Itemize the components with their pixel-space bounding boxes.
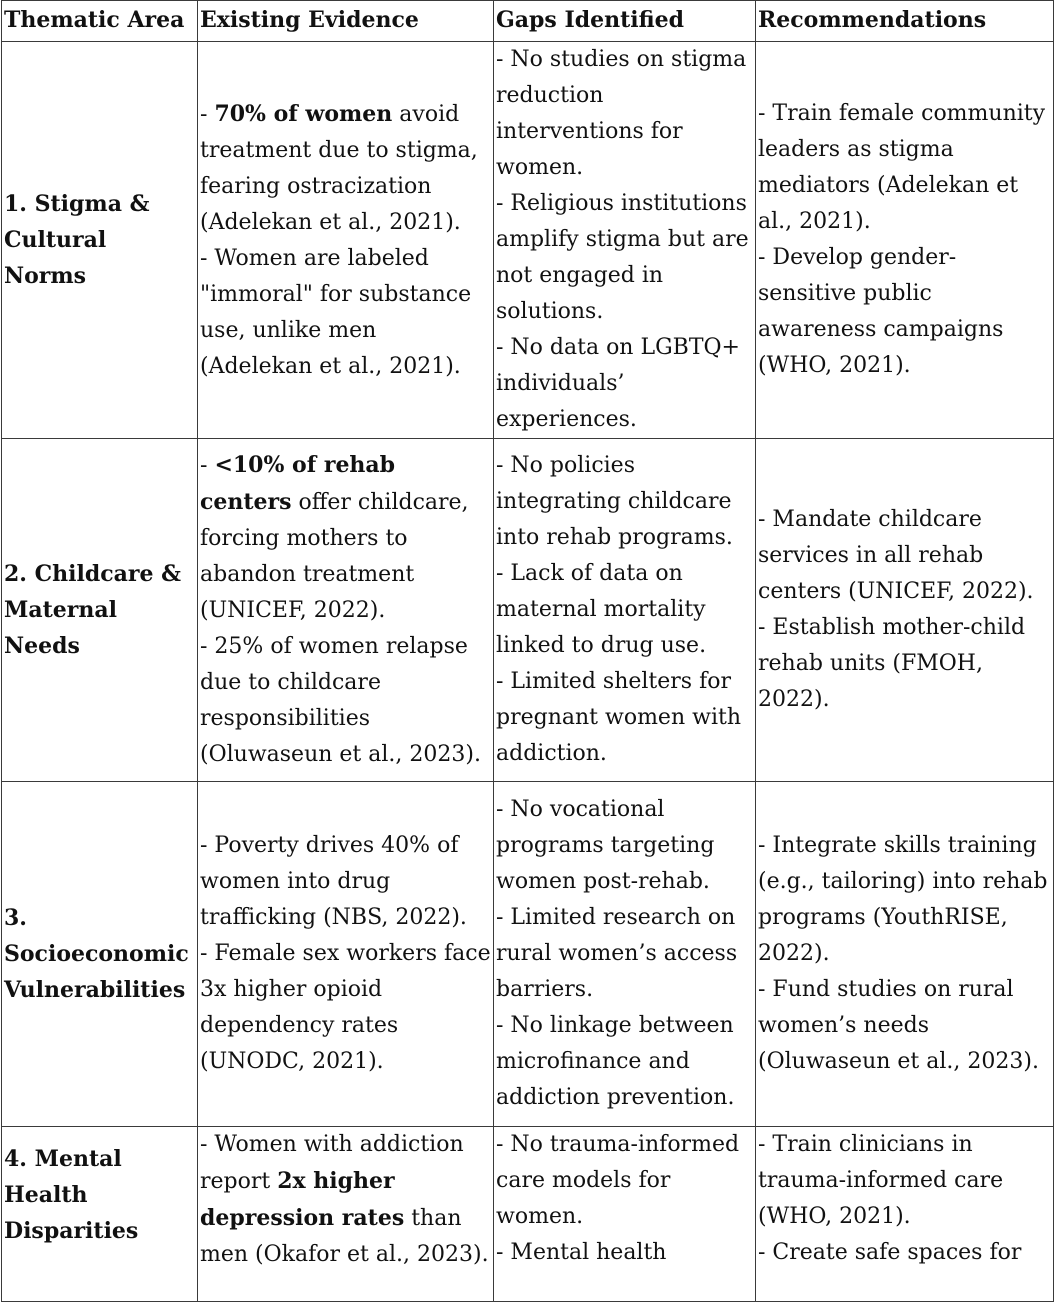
thematic-area-cell — [2, 42, 198, 439]
header-thematic-area: Thematic Area — [2, 1, 198, 42]
table-row — [2, 782, 1054, 1127]
thematic-area-cell — [2, 1127, 198, 1302]
header-recommendations: Recommendations — [756, 1, 1054, 42]
evidence-item: - Female sex workers face 3x higher opioid dependency rates (UNODC, 2021). — [200, 941, 491, 1074]
thematic-gaps-table — [1, 0, 1054, 1302]
header-existing-evidence: Existing Evidence — [198, 1, 494, 42]
recommendation-item: - Fund studies on rural women’s needs (Oluwaseun et al., 2023). — [758, 977, 1039, 1074]
gap-item: - No trauma-informed care models for women. — [496, 1132, 740, 1229]
area-line: 3. — [4, 905, 27, 931]
gaps-cell — [494, 42, 756, 439]
area-line: 4. Mental Health — [4, 1146, 122, 1208]
evidence-item: - <10% of rehab centers offer childcare, forcing mothers to abandon treatment (UNICEF, 2022). — [200, 452, 469, 623]
gap-item: - No vocational programs targeting women post-rehab. — [496, 797, 715, 894]
recommendations-cell — [756, 1127, 1054, 1302]
area-line: Socioeconomic — [4, 941, 189, 967]
evidence-cell — [198, 439, 494, 782]
table-row — [2, 42, 1054, 439]
evidence-cell — [198, 42, 494, 439]
gap-item: - Limited shelters for pregnant women with addiction. — [496, 669, 741, 766]
recommendation-item: - Integrate skills training (e.g., tailoring) into rehab programs (YouthRISE, 2022). — [758, 833, 1048, 966]
gap-item: - No studies on stigma reduction interventions for women. — [496, 47, 747, 180]
evidence-item: - 70% of women avoid treatment due to stigma, fearing ostracization (Adelekan et al., 2021). — [200, 100, 478, 235]
area-line: Vulnerabilities — [4, 977, 186, 1003]
gap-item: - No linkage between microfinance and addiction prevention. — [496, 1013, 735, 1110]
recommendation-item: - Create safe spaces for — [758, 1240, 1022, 1265]
table-header-row — [2, 1, 1054, 42]
header-gaps-identified: Gaps Identified — [494, 1, 756, 42]
gap-item: - No policies integrating childcare into rehab programs. — [496, 453, 733, 550]
recommendations-cell — [756, 42, 1054, 439]
evidence-cell — [198, 1127, 494, 1302]
gap-item: - Lack of data on maternal mortality linked to drug use. — [496, 561, 707, 658]
recommendations-cell — [756, 439, 1054, 782]
gaps-cell — [494, 1127, 756, 1302]
gap-item: - No data on LGBTQ+ individuals’ experiences. — [496, 335, 740, 432]
gap-item: - Limited research on rural women’s access barriers. — [496, 905, 738, 1002]
evidence-item: - Women are labeled "immoral" for substance use, unlike men (Adelekan et al., 2021). — [200, 245, 472, 379]
thematic-area-cell — [2, 782, 198, 1127]
area-line: Disparities — [4, 1218, 139, 1244]
area-line: Maternal Needs — [4, 597, 117, 659]
table-row — [2, 1127, 1054, 1302]
thematic-area-cell — [2, 439, 198, 782]
table-row — [2, 439, 1054, 782]
recommendations-cell — [756, 782, 1054, 1127]
evidence-cell — [198, 782, 494, 1127]
gaps-cell — [494, 439, 756, 782]
evidence-item: - 25% of women relapse due to childcare responsibilities (Oluwaseun et al., 2023). — [200, 634, 481, 767]
recommendation-item: - Establish mother-child rehab units (FMOH, 2022). — [758, 615, 1026, 712]
gap-item: - Religious institutions amplify stigma but are not engaged in solutions. — [496, 191, 749, 324]
evidence-item: - Poverty drives 40% of women into drug trafficking (NBS, 2022). — [200, 833, 467, 930]
gaps-cell — [494, 782, 756, 1127]
gap-item: - Mental health — [496, 1240, 667, 1265]
recommendation-item: - Mandate childcare services in all rehab centers (UNICEF, 2022). — [758, 507, 1034, 604]
area-line: Cultural Norms — [4, 227, 107, 289]
recommendation-item: - Train clinicians in trauma-informed care (WHO, 2021). — [758, 1132, 1004, 1229]
evidence-item: - Women with addiction report 2x higher depression rates than men (Okafor et al., 2023). — [200, 1132, 489, 1267]
area-line: 2. Childcare & — [4, 561, 181, 587]
recommendation-item: - Develop gender-sensitive public awareness campaigns (WHO, 2021). — [758, 245, 1004, 378]
area-line: 1. Stigma & — [4, 191, 150, 217]
recommendation-item: - Train female community leaders as stigma mediators (Adelekan et al., 2021). — [758, 101, 1046, 234]
